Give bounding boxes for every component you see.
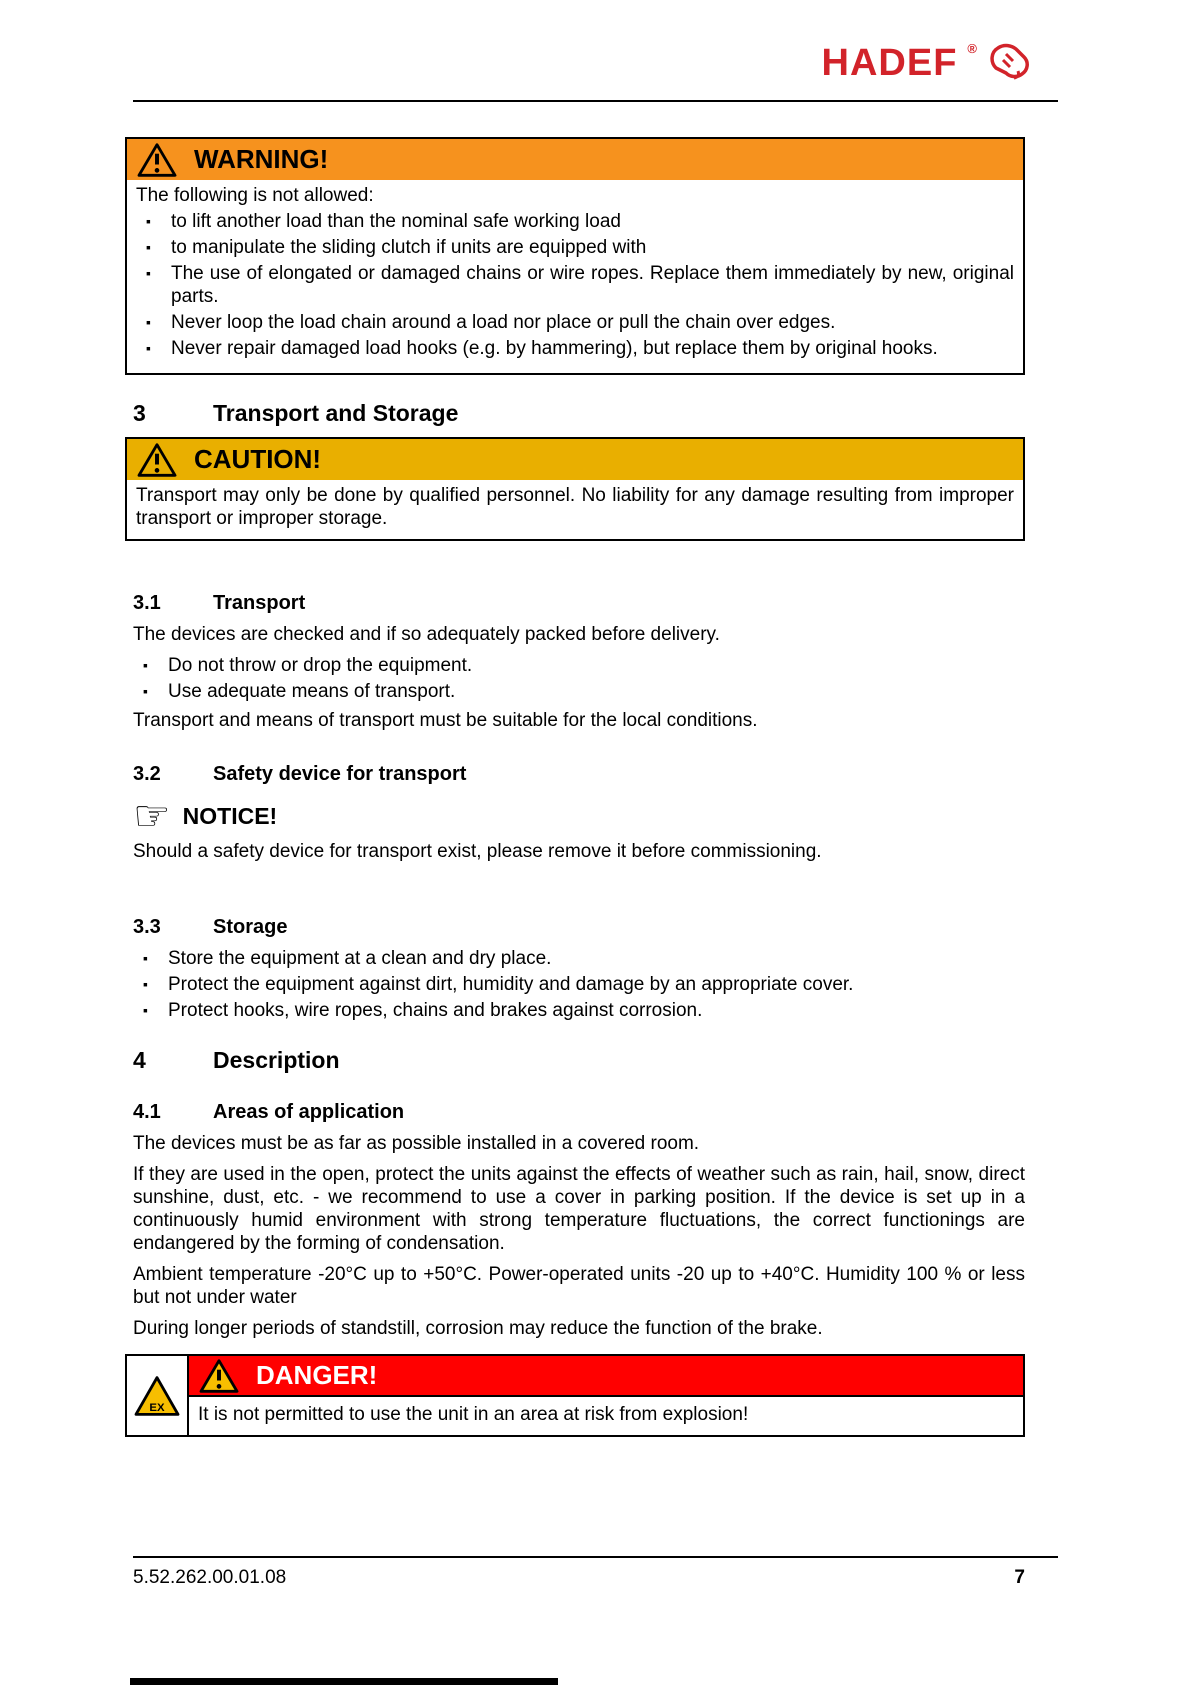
list-item — [133, 947, 1025, 970]
warning-list — [136, 210, 1014, 360]
danger-right-column — [189, 1356, 1023, 1435]
caution-body — [127, 480, 1023, 539]
application-paragraph: The devices must be as far as possible installed in a covered room. — [133, 1133, 700, 1154]
danger-text: It is not permitted to use the unit in an area at risk from explosion! — [198, 1404, 749, 1425]
logo-text: HADEF — [821, 42, 958, 84]
section-number: 3.1 — [133, 592, 161, 614]
list-item — [136, 311, 1014, 334]
list-item-text: Use adequate means of transport. — [168, 681, 456, 702]
transport-outro-paragraph: Transport and means of transport must be suitable for the local conditions. — [133, 710, 758, 731]
bullet-icon: ▪ — [143, 976, 148, 992]
list-item-text: Store the equipment at a clean and dry place. — [168, 948, 552, 969]
section-4-1-heading — [133, 1100, 1025, 1124]
notice-hand-icon: ☞ — [133, 792, 171, 839]
notice-body-paragraph: Should a safety device for transport exist, please remove it before commissioning. — [133, 841, 822, 862]
ex-symbol-cell — [127, 1356, 189, 1435]
application-paragraph: During longer periods of standstill, corrosion may reduce the function of the brake. — [133, 1318, 823, 1339]
ex-symbol-icon — [133, 1375, 181, 1417]
section-3-heading — [133, 399, 1025, 427]
list-item — [136, 236, 1014, 259]
section-title: Transport and Storage — [213, 400, 459, 426]
bullet-icon: ▪ — [143, 1002, 148, 1018]
danger-box — [125, 1354, 1025, 1437]
list-item-text: Protect the equipment against dirt, humidity and damage by an appropriate cover. — [168, 974, 854, 995]
caution-text: Transport may only be done by qualified personnel. No liability for any damage resulting from improper transport or improper storage. — [136, 485, 1014, 529]
bullet-icon: ▪ — [143, 657, 148, 673]
caution-title-bar — [127, 439, 1023, 480]
section-3-2-heading — [133, 762, 1025, 786]
header-rule — [133, 100, 1058, 102]
danger-layout — [127, 1356, 1023, 1435]
list-item-text: Do not throw or drop the equipment. — [168, 655, 473, 676]
page-content — [133, 137, 1025, 1437]
hadef-logo-icon — [987, 41, 1033, 81]
section-4-heading — [133, 1046, 1025, 1074]
caution-box — [125, 437, 1025, 541]
list-item — [136, 337, 1014, 360]
section-title: Transport — [213, 592, 306, 614]
warning-triangle-icon — [136, 142, 178, 178]
section-3-1-heading — [133, 591, 1025, 615]
list-item — [136, 210, 1014, 233]
scan-artifact — [130, 1678, 558, 1685]
transport-list — [133, 654, 1025, 703]
caution-triangle-icon — [136, 442, 178, 478]
bullet-icon: ▪ — [146, 213, 151, 229]
section-number: 3.3 — [133, 916, 161, 938]
ex-label: EX — [149, 1401, 165, 1414]
bullet-icon: ▪ — [146, 265, 151, 281]
registered-mark: ® — [967, 41, 977, 56]
list-item-text: Never loop the load chain around a load nor place or pull the chain over edges. — [171, 312, 836, 333]
bullet-icon: ▪ — [146, 314, 151, 330]
list-item — [133, 999, 1025, 1022]
bullet-icon: ▪ — [146, 239, 151, 255]
list-item-text: Protect hooks, wire ropes, chains and brakes against corrosion. — [168, 1000, 703, 1021]
list-item-text: The use of elongated or damaged chains or wire ropes. Replace them immediately by new, original parts. — [171, 263, 1014, 307]
danger-title-bar — [189, 1356, 1023, 1397]
section-title: Storage — [213, 916, 288, 938]
caution-title: CAUTION! — [194, 444, 322, 474]
application-paragraph: If they are used in the open, protect the units against the effects of weather such as rain, hail, snow, direct sunshine, dust, etc. - we recommend to use a cover in parking position. If the device is set up in a continuously humid environment with strong temperature fluctuations, the correct functionings are endangered by the forming of condensation. — [133, 1164, 1025, 1254]
warning-body — [127, 180, 1023, 373]
list-item — [133, 680, 1025, 703]
warning-title: WARNING! — [194, 144, 329, 174]
page-footer — [133, 1567, 1025, 1589]
danger-body — [189, 1397, 1023, 1435]
transport-intro-paragraph: The devices are checked and if so adequately packed before delivery. — [133, 624, 720, 645]
section-3-3-heading — [133, 915, 1025, 939]
section-number: 3.2 — [133, 763, 161, 785]
section-title: Description — [213, 1047, 340, 1073]
list-item-text: to lift another load than the nominal safe working load — [171, 211, 621, 232]
list-item-text: Never repair damaged load hooks (e.g. by hammering), but replace them by original hooks. — [171, 338, 938, 359]
list-item — [136, 262, 1014, 308]
bullet-icon: ▪ — [143, 683, 148, 699]
list-item — [133, 973, 1025, 996]
section-title: Areas of application — [213, 1101, 405, 1123]
hadef-logo — [821, 41, 1033, 84]
notice-header — [133, 792, 1025, 839]
section-number: 3 — [133, 400, 146, 426]
danger-triangle-icon — [198, 1358, 240, 1394]
list-item — [133, 654, 1025, 677]
section-title: Safety device for transport — [213, 763, 467, 785]
application-paragraph: Ambient temperature -20°C up to +50°C. Power-operated units -20 up to +40°C. Humidity 100 % or less but not under water — [133, 1264, 1025, 1308]
section-number: 4 — [133, 1047, 146, 1073]
section-number: 4.1 — [133, 1101, 161, 1123]
warning-title-bar — [127, 139, 1023, 180]
warning-intro: The following is not allowed: — [136, 185, 374, 206]
footer-rule — [133, 1556, 1058, 1558]
notice-title: NOTICE! — [182, 802, 278, 829]
bullet-icon: ▪ — [146, 340, 151, 356]
storage-list — [133, 947, 1025, 1022]
list-item-text: to manipulate the sliding clutch if units are equipped with — [171, 237, 647, 258]
footer-page-number: 7 — [1014, 1567, 1025, 1588]
bullet-icon: ▪ — [143, 950, 148, 966]
warning-box — [125, 137, 1025, 375]
danger-title: DANGER! — [256, 1360, 378, 1390]
footer-doc-number: 5.52.262.00.01.08 — [133, 1567, 287, 1588]
